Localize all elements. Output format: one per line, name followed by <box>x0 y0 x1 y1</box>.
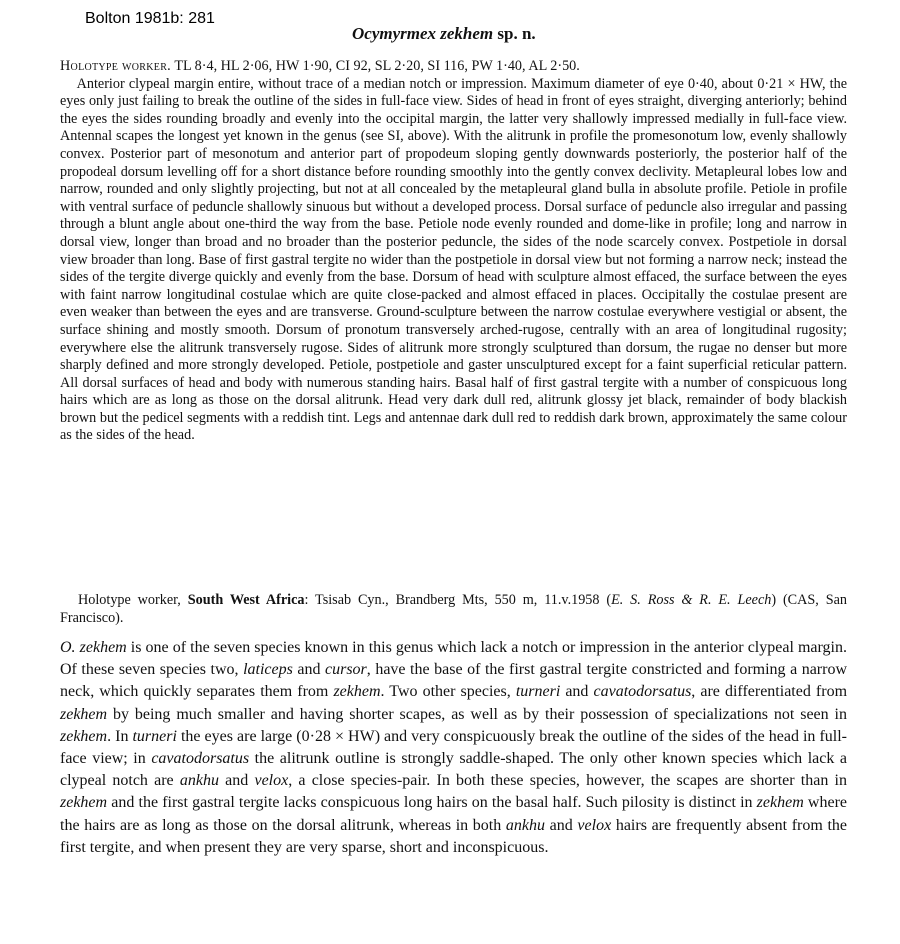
description-paragraph <box>60 58 847 445</box>
holotype-depository: ) (CAS, San Francisco). <box>60 592 847 626</box>
discussion-text: zekhem <box>756 794 804 812</box>
discussion-text: and <box>218 772 255 790</box>
discussion-text: cavatodorsatus <box>593 683 692 701</box>
holotype-locality: : Tsisab Cyn., Brandberg Mts, 550 m, 11.v.1958 ( <box>304 592 612 608</box>
measurements: TL 8·4, HL 2·06, HW 1·90, CI 92, SL 2·20, SI 116, PW 1·40, AL 2·50. <box>171 58 580 74</box>
discussion-text: , a close species-pair. In both these species, however, the scapes are shorter than in <box>288 772 847 790</box>
holotype-description <box>60 58 847 445</box>
discussion-text: cursor <box>325 661 367 679</box>
discussion-text: ankhu <box>505 816 546 834</box>
discussion-text: and <box>545 816 578 834</box>
discussion-text: hairs are frequently absent from the first tergite, and when present they are very sparse, short and inconspicuous. <box>60 816 847 856</box>
discussion-text: and the first gastral tergite lacks conspicuous long hairs on the basal half. Such pilosity is distinct in <box>107 794 757 812</box>
discussion-text: turneri <box>132 727 177 745</box>
discussion-text: , have the base of the first gastral tergite constricted and forming a narrow neck, which quickly separates them from <box>60 661 848 701</box>
discussion-text: is one of the seven species known in this genus which lack a notch or impression in the anterior clypeal margin. Of these seven species two, <box>60 639 847 679</box>
discussion-text: turneri <box>515 683 561 701</box>
discussion-text: cavatodorsatus <box>151 750 250 768</box>
discussion-text: . Two other species, <box>380 683 516 701</box>
discussion-text: and <box>560 683 594 701</box>
holotype-collectors: E. S. Ross & R. E. Leech <box>611 592 772 608</box>
species-discussion <box>60 637 847 859</box>
discussion-text: where the hairs are as long as those on the dorsal alitrunk, whereas in both <box>60 794 848 834</box>
species-heading <box>352 24 536 44</box>
discussion-text: , are differentiated from <box>691 683 848 701</box>
discussion-text: zekhem <box>60 794 108 812</box>
discussion-text: zekhem <box>333 683 381 701</box>
discussion-text: and <box>292 661 325 679</box>
description-body: Anterior clypeal margin entire, without trace of a median notch or impression. Maximum diameter of eye 0·40, about 0·21 × HW, the eyes only just failing to break the outline of the sides in full-face view. Sides of head in front of eyes straight, diverging anteriorly; behind the eyes the sides rounding broadly and evenly into the occipital margin, the latter very shallowly impressed medially in full-face view. Antennal scapes the longest yet known in the genus (see SI, above). With the alitrunk in profile the promesonotum low, evenly shallowly convex. Posterior part of mesonotum and anterior part of propodeum sloping gently downwards posteriorly, the posterior half of the propodeal dorsum levelling off for a short distance before rounding smoothly into the gently convex declivity. Metapleural lobes low and narrow, rounded and only slightly projecting, but not at all concealed by the metapleural gland bulla in absolute profile. Petiole in profile with ventral surface of peduncle shallowly sinuous but without a developed process. Dorsal surface of peduncle also irregular and passing through a blunt angle about one-third the way from the base. Petiole node evenly rounded and dome-like in profile; long and narrow in dorsal view, longer than broad and no broader than the posterior peduncle, the sides of the node scarcely convex. Postpetiole in dorsal view broader than long. Base of first gastral tergite no wider than the postpetiole in dorsal view but not forming a narrow neck; instead the sides of the tergite diverge quickly and evenly from the base. Dorsum of head with sculpture almost effaced, the surface between the eyes with faint narrow longitudinal costulae which are quite close-packed and almost effaced in places. Occipitally the costulae present are even weaker than between the eyes and are transverse. Ground-sculpture between the narrow costulae everywhere vestigial or absent, the surface shining and mostly smooth. Dorsum of pronotum transversely arched-rugose, centrally with an area of longitudinal rugosity; everywhere else the alitrunk transversely rugose. Sides of alitrunk more strongly sculptured than dorsum, the rugae no denser but more sharply defined and more strongly developed. Petiole, postpetiole and gaster unsculptured except for a faint superficial reticular pattern. All dorsal surfaces of head and body with numerous standing hairs. Basal half of first gastral tergite with a number of conspicuous long hairs which are as long as those on the dorsal alitrunk. Head very dark dull red, alitrunk glossy jet black, remainder of body blackish brown but the pedicel segments with a reddish tint. Legs and antennae dark dull red to reddish dark brown, approximately the same colour as the sides of the head. <box>60 75 848 444</box>
description-label: Holotype worker. <box>60 58 172 74</box>
species-suffix: sp. n. <box>493 24 536 43</box>
holotype-paragraph <box>60 592 847 627</box>
discussion-text: by being much smaller and having shorter scapes, as well as by their possession of specializations not seen in <box>107 705 847 723</box>
discussion-text: laticeps <box>243 661 293 679</box>
discussion-text: zekhem <box>60 705 108 723</box>
discussion-text: . In <box>107 727 133 745</box>
discussion-paragraph <box>60 637 847 859</box>
discussion-text: ankhu <box>179 772 219 790</box>
species-name: Ocymyrmex zekhem <box>352 24 494 43</box>
citation-reference: Bolton 1981b: 281 <box>85 10 215 27</box>
holotype-intro: Holotype worker, <box>78 592 188 608</box>
discussion-text: the alitrunk outline is strongly saddle-shaped. The only other known species which lack a clypeal notch are <box>60 750 848 790</box>
discussion-text: zekhem <box>60 727 108 745</box>
holotype-country: South West Africa <box>187 592 305 608</box>
discussion-text: velox <box>254 772 289 790</box>
holotype-material <box>60 592 847 627</box>
discussion-text: O. zekhem <box>60 639 127 656</box>
discussion-text: the eyes are large (0·28 × HW) and very conspicuously break the outline of the sides of the head in full-face view; in <box>60 727 847 768</box>
discussion-text: velox <box>577 816 612 834</box>
